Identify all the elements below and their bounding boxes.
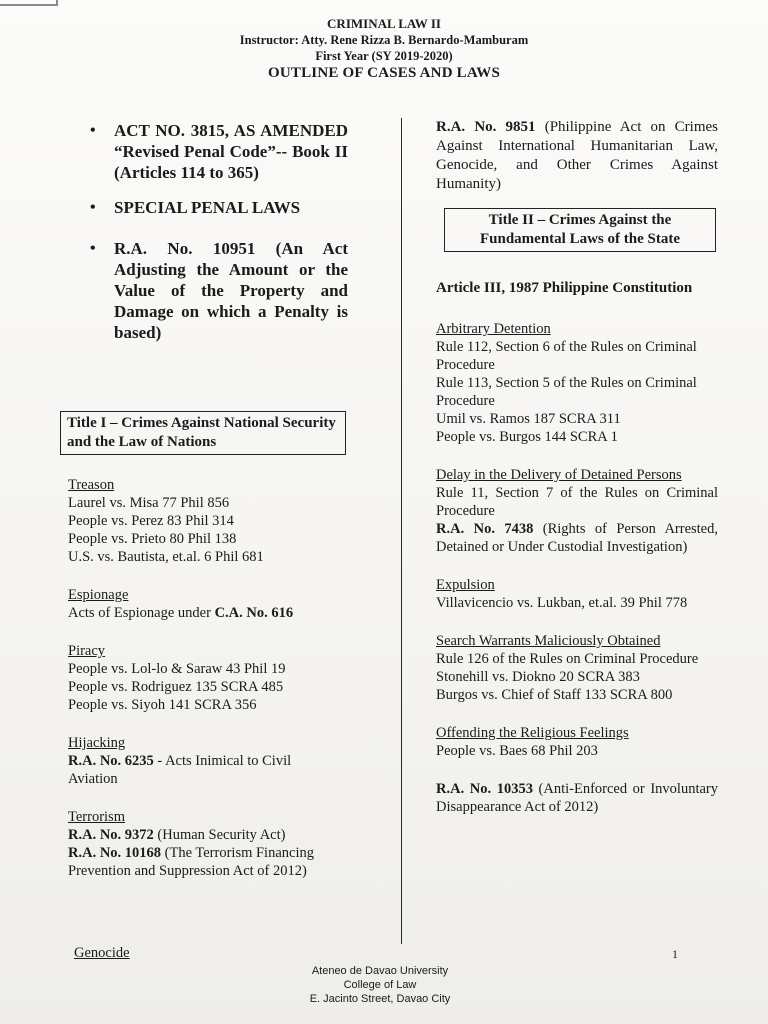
right-column <box>436 118 718 836</box>
section-arbitrary-detention <box>436 320 718 446</box>
law-reference: C.A. No. 616 <box>214 605 294 621</box>
case-line: Villavicencio vs. Lukban, et.al. 39 Phil 778 <box>436 595 688 611</box>
course-title: CRIMINAL LAW II <box>327 16 441 31</box>
case-line: Rule 112, Section 6 of the Rules on Criminal Procedure <box>436 339 697 373</box>
law-text: - Acts Inimical to Civil Aviation <box>68 753 292 787</box>
instructor-line: Instructor: Atty. Rene Rizza B. Bernardo-Mamburam <box>239 33 529 47</box>
bullet-item-ra-10951 <box>68 238 348 343</box>
section-heading: Treason <box>68 477 115 493</box>
law-reference: R.A. No. 6235 <box>68 753 154 769</box>
section-heading: Espionage <box>68 587 129 603</box>
document-title: OUTLINE OF CASES AND LAWS <box>268 65 500 81</box>
bullet-text: SPECIAL PENAL LAWS <box>114 198 301 217</box>
case-line: Rule 126 of the Rules on Criminal Procedure <box>436 651 699 667</box>
section-hijacking <box>68 734 338 788</box>
law-text: (Philippine Act on Crimes Against International Humanitarian Law, Genocide, and Other Crimes Against Humanity) <box>436 119 719 192</box>
section-heading: Expulsion <box>436 577 495 593</box>
section-search-warrants <box>436 632 718 704</box>
footer-university: Ateneo de Davao University <box>311 965 449 977</box>
case-line: Burgos vs. Chief of Staff 133 SCRA 800 <box>436 687 673 703</box>
section-delay-in-delivery <box>436 466 718 556</box>
section-heading: Search Warrants Maliciously Obtained <box>436 633 661 649</box>
year-line: First Year (SY 2019-2020) <box>315 49 453 63</box>
section-heading: Offending the Religious Feelings <box>436 725 629 741</box>
section-piracy <box>68 642 338 714</box>
section-terrorism <box>68 808 338 880</box>
case-line: People vs. Perez 83 Phil 314 <box>68 513 234 529</box>
right-body <box>436 278 718 816</box>
section-heading-genocide: Genocide <box>74 945 130 961</box>
article-iii-heading: Article III, 1987 Philippine Constitution <box>436 280 693 296</box>
case-line: People vs. Rodriguez 135 SCRA 485 <box>68 679 284 695</box>
case-line: People vs. Siyoh 141 SCRA 356 <box>68 697 257 713</box>
bullet-icon: • <box>90 240 96 257</box>
title-box-title-ii: Title II – Crimes Against the Fundamental Laws of the State <box>444 208 716 252</box>
section-espionage <box>68 586 338 622</box>
law-reference: R.A. No. 10168 <box>68 845 162 861</box>
footer-college: College of Law <box>343 979 417 991</box>
section-heading: Delay in the Delivery of Detained Persons <box>436 467 682 483</box>
ra-9851-entry <box>436 118 718 194</box>
left-column <box>68 120 348 343</box>
law-reference: R.A. No. 7438 <box>436 521 534 537</box>
bullet-text: ACT NO. 3815, AS AMENDED “Revised Penal Code”-- Book II (Articles 114 to 365) <box>114 121 348 182</box>
case-line: People vs. Prieto 80 Phil 138 <box>68 531 237 547</box>
case-line: People vs. Lol-lo & Saraw 43 Phil 19 <box>68 661 286 677</box>
law-text: (The Terrorism Financing Prevention and Suppression Act of 2012) <box>68 845 314 879</box>
law-text: (Anti-Enforced or Involuntary Disappearance Act of 2012) <box>436 781 718 815</box>
case-line: Stonehill vs. Diokno 20 SCRA 383 <box>436 669 640 685</box>
ra-10353-entry <box>436 780 718 816</box>
section-heading: Arbitrary Detention <box>436 321 551 337</box>
bullet-item-special-penal-laws <box>68 197 348 218</box>
title-box-title-i: Title I – Crimes Against National Security and the Law of Nations <box>60 411 346 455</box>
bullet-icon: • <box>90 122 96 139</box>
law-text: (Human Security Act) <box>153 827 286 843</box>
case-line: People vs. Baes 68 Phil 203 <box>436 743 598 759</box>
section-heading: Hijacking <box>68 735 126 751</box>
case-line: Rule 11, Section 7 of the Rules on Criminal Procedure <box>436 485 718 519</box>
law-reference: R.A. No. 10353 <box>436 781 533 797</box>
case-line: People vs. Burgos 144 SCRA 1 <box>436 429 618 445</box>
bullet-text: R.A. No. 10951 (An Act Adjusting the Amount or the Value of the Property and Damage on which a Penalty is based) <box>114 239 348 342</box>
bullet-icon: • <box>90 199 96 216</box>
case-line: Laurel vs. Misa 77 Phil 856 <box>68 495 230 511</box>
law-text: (Rights of Person Arrested, Detained or Under Custodial Investigation) <box>436 521 718 555</box>
law-reference: R.A. No. 9372 <box>68 827 154 843</box>
section-expulsion <box>436 576 718 612</box>
bullet-item-revised-penal-code <box>68 120 348 183</box>
law-reference: R.A. No. 9851 <box>436 119 536 135</box>
section-heading: Piracy <box>68 643 106 659</box>
section-offending-religious-feelings <box>436 724 718 760</box>
section-treason <box>68 476 338 566</box>
page-footer <box>290 964 470 1006</box>
case-line: U.S. vs. Bautista, et.al. 6 Phil 681 <box>68 549 264 565</box>
page-number: 1 <box>672 947 678 961</box>
footer-address: E. Jacinto Street, Davao City <box>309 993 451 1005</box>
law-text: Acts of Espionage under <box>68 605 215 621</box>
document-header <box>0 16 768 83</box>
column-divider <box>401 118 402 944</box>
page-corner-mark <box>0 0 58 6</box>
left-sections <box>68 476 338 900</box>
case-line: Umil vs. Ramos 187 SCRA 311 <box>436 411 621 427</box>
case-line: Rule 113, Section 5 of the Rules on Criminal Procedure <box>436 375 697 409</box>
section-heading: Terrorism <box>68 809 125 825</box>
